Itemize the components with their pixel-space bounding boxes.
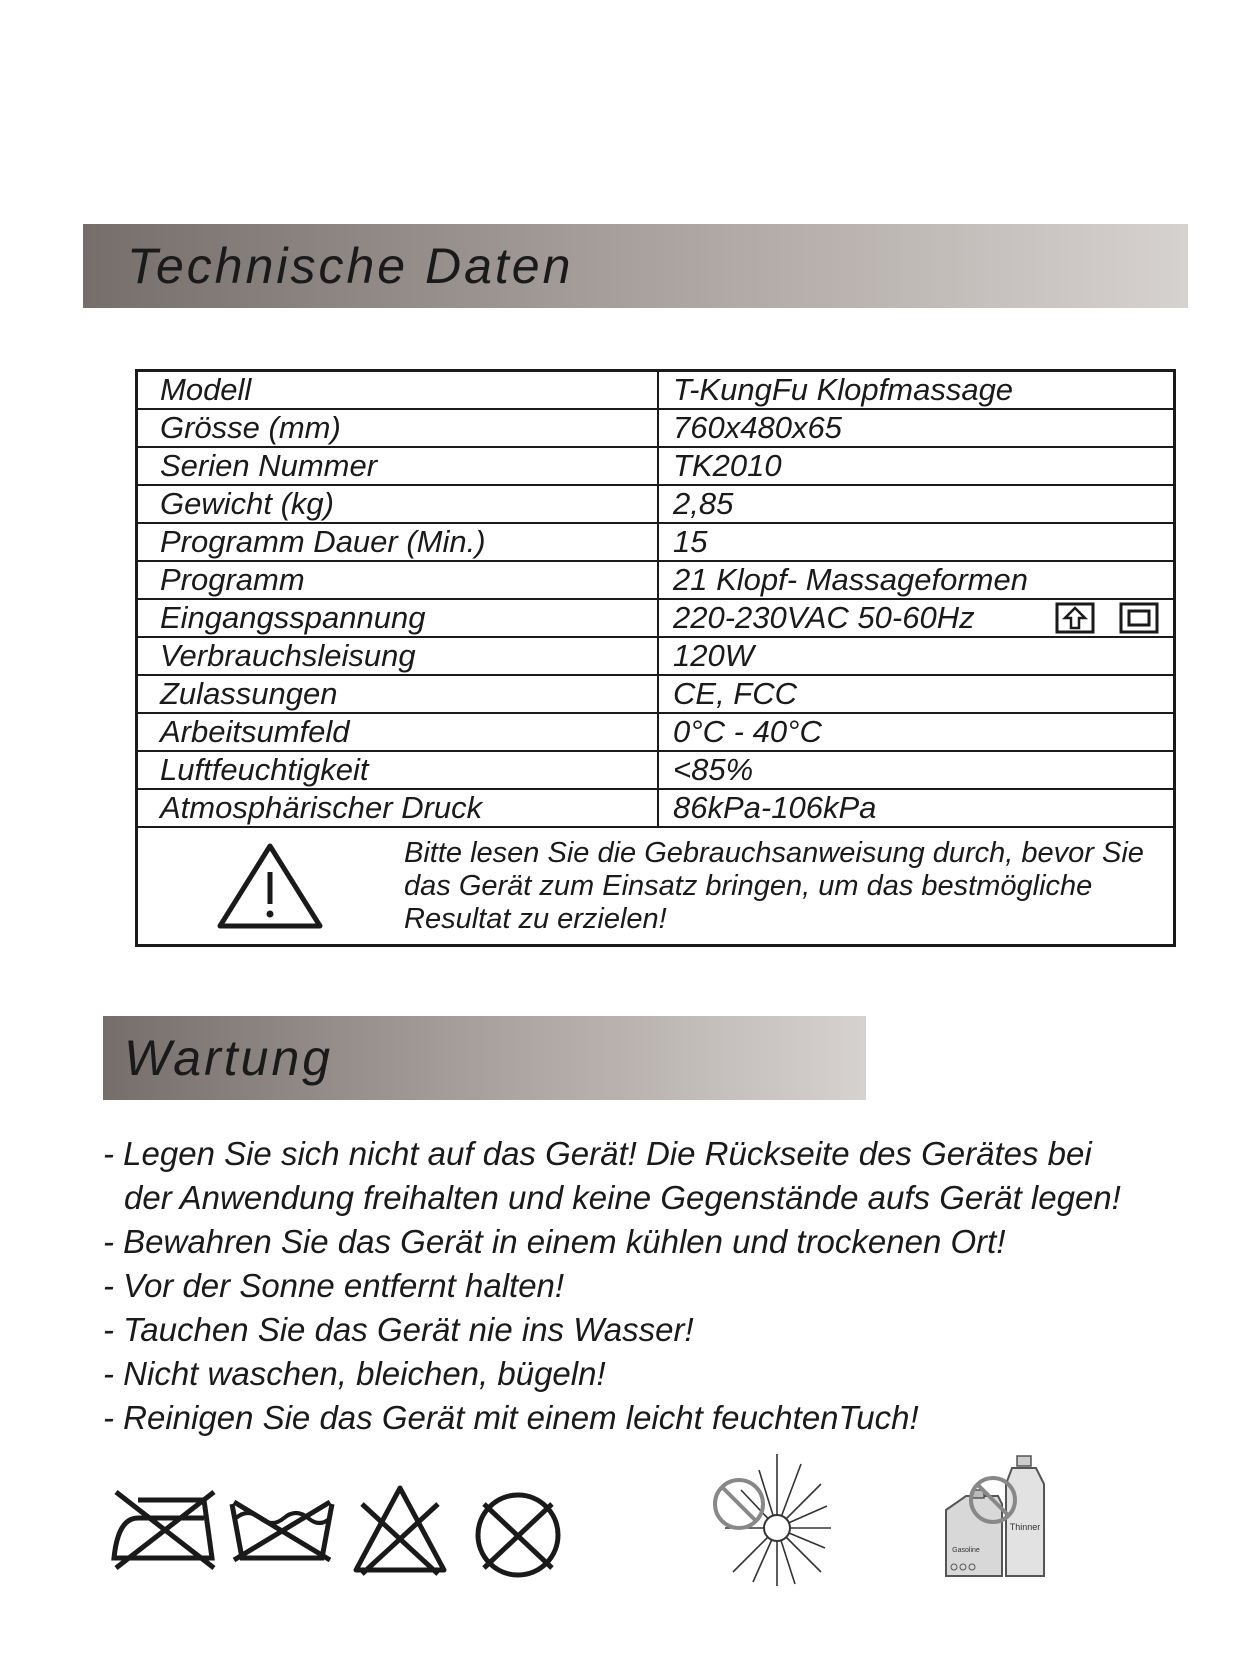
no-washing-icon — [228, 1498, 336, 1564]
thinner-label: Thinner — [1009, 1522, 1041, 1532]
maintenance-item: - Legen Sie sich nicht auf das Gerät! Die Rückseite des Gerätes bei der Anwendung freihalten und keine Gegenstände aufs Gerät legen! — [103, 1135, 1121, 1216]
spec-value-text: 760x480x65 — [673, 410, 842, 445]
spec-value-text: CE, FCC — [673, 676, 797, 711]
note-cell — [137, 827, 1175, 946]
maintenance-list — [103, 1132, 1233, 1440]
no-tumble-dry-icon — [470, 1490, 566, 1580]
spec-value — [658, 523, 1175, 561]
no-bleach-icon — [352, 1484, 448, 1576]
spec-value-text: TK2010 — [673, 448, 782, 483]
spec-label: Atmosphärischer Druck — [137, 789, 659, 827]
spec-label: Luftfeuchtigkeit — [137, 751, 659, 789]
spec-value-text: 120W — [673, 638, 754, 673]
spec-label: Programm — [137, 561, 659, 599]
spec-value — [658, 713, 1175, 751]
spec-row — [137, 447, 1175, 485]
no-ironing-icon — [108, 1488, 218, 1572]
power-class-icon — [1055, 602, 1095, 634]
spec-row — [137, 523, 1175, 561]
spec-row — [137, 599, 1175, 637]
spec-row — [137, 485, 1175, 523]
note-row — [137, 827, 1175, 946]
spec-label: Zulassungen — [137, 675, 659, 713]
spec-row — [137, 561, 1175, 599]
spec-value-text: <85% — [673, 752, 754, 787]
spec-value-text: 86kPa-106kPa — [673, 790, 877, 825]
spec-value-text: 0°C - 40°C — [673, 714, 822, 749]
section-title: Wartung — [124, 1030, 334, 1086]
no-sunlight-icon — [705, 1450, 835, 1590]
spec-value-text: 220-230VAC 50-60Hz — [673, 600, 975, 635]
maintenance-item: - Bewahren Sie das Gerät in einem kühlen und trockenen Ort! — [103, 1223, 1006, 1260]
double-insulation-icon — [1119, 602, 1159, 634]
spec-value-text: T-KungFu Klopfmassage — [673, 372, 1014, 407]
spec-value — [658, 675, 1175, 713]
spec-label: Grösse (mm) — [137, 409, 659, 447]
technical-data-header — [83, 224, 1188, 308]
spec-value — [658, 789, 1175, 827]
spec-row — [137, 713, 1175, 751]
spec-label: Verbrauchsleisung — [137, 637, 659, 675]
maintenance-item: - Tauchen Sie das Gerät nie ins Wasser! — [103, 1311, 694, 1348]
spec-label: Programm Dauer (Min.) — [137, 523, 659, 561]
spec-label: Eingangsspannung — [137, 599, 659, 637]
spec-value-text: 21 Klopf- Massageformen — [673, 562, 1028, 597]
no-solvents-icon — [942, 1454, 1062, 1584]
warning-triangle-icon — [216, 842, 324, 930]
note-text: Bitte lesen Sie die Gebrauchsanweisung durch, bevor Sie das Gerät zum Einsatz bringen, um das bestmögliche Resultat zu erzielen! — [404, 836, 1144, 935]
spec-row — [137, 409, 1175, 447]
spec-label: Serien Nummer — [137, 447, 659, 485]
spec-value-text: 2,85 — [673, 486, 734, 521]
spec-value — [658, 409, 1175, 447]
spec-row — [137, 675, 1175, 713]
spec-value — [658, 599, 1175, 637]
spec-label: Arbeitsumfeld — [137, 713, 659, 751]
gasoline-label: Gasoline — [952, 1547, 980, 1554]
spec-row — [137, 637, 1175, 675]
spec-row — [137, 751, 1175, 789]
maintenance-header — [103, 1016, 866, 1100]
spec-value — [658, 371, 1175, 410]
spec-label: Gewicht (kg) — [137, 485, 659, 523]
spec-table — [135, 369, 1176, 947]
spec-value — [658, 637, 1175, 675]
maintenance-item: - Reinigen Sie das Gerät mit einem leicht feuchtenTuch! — [103, 1399, 919, 1436]
spec-label: Modell — [137, 371, 659, 410]
spec-row — [137, 371, 1175, 410]
spec-value — [658, 751, 1175, 789]
section-title: Technische Daten — [127, 238, 574, 294]
spec-value-text: 15 — [673, 524, 708, 559]
maintenance-item: - Vor der Sonne entfernt halten! — [103, 1267, 565, 1304]
spec-value — [658, 447, 1175, 485]
spec-value — [658, 485, 1175, 523]
spec-value — [658, 561, 1175, 599]
spec-row — [137, 789, 1175, 827]
maintenance-item: - Nicht waschen, bleichen, bügeln! — [103, 1355, 606, 1392]
